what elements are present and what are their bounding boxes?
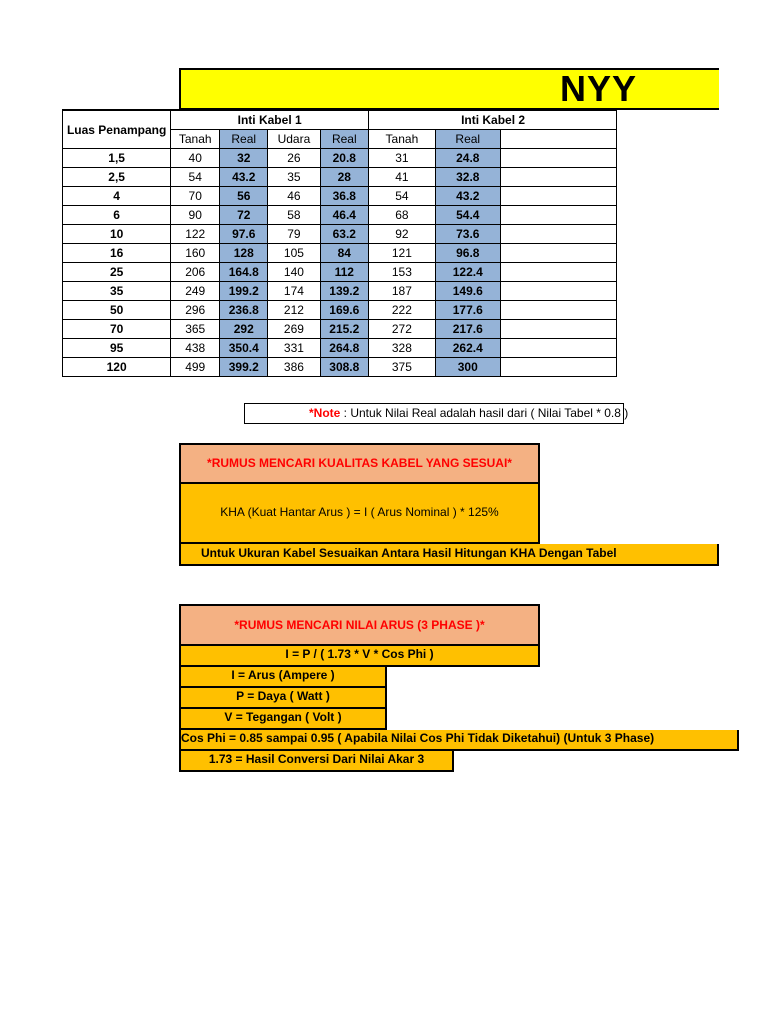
cell-real: 46.4: [320, 206, 369, 225]
group-header-inti-kabel-2: Inti Kabel 2: [369, 110, 617, 130]
cell-value: 153: [369, 263, 436, 282]
cell-luas-penampang: 25: [63, 263, 171, 282]
cell-value: 375: [369, 358, 436, 377]
note-text: : Untuk Nilai Real adalah hasil dari ( Nilai Tabel * 0.8 ): [340, 406, 629, 420]
cell-real: 292: [220, 320, 268, 339]
cell-real: 122.4: [435, 263, 500, 282]
cell-blank: [500, 206, 616, 225]
page-title: NYY: [560, 68, 638, 109]
kha-formula: KHA (Kuat Hantar Arus ) = I ( Arus Nominal ) * 125%: [179, 484, 540, 544]
cell-luas-penampang: 95: [63, 339, 171, 358]
table-row: [63, 320, 617, 339]
cell-real: 54.4: [435, 206, 500, 225]
cell-luas-penampang: 4: [63, 187, 171, 206]
cell-real: 264.8: [320, 339, 369, 358]
subheader-blank: [500, 130, 616, 149]
table-row: [63, 168, 617, 187]
cell-real: 128: [220, 244, 268, 263]
cell-real: 112: [320, 263, 369, 282]
table-row: [63, 282, 617, 301]
cell-value: 35: [268, 168, 320, 187]
cell-real: 63.2: [320, 225, 369, 244]
cell-luas-penampang: 50: [63, 301, 171, 320]
cell-value: 58: [268, 206, 320, 225]
cell-real: 139.2: [320, 282, 369, 301]
cell-value: 122: [171, 225, 220, 244]
cell-real: 36.8: [320, 187, 369, 206]
subheader-real: Real: [320, 130, 369, 149]
cell-blank: [500, 358, 616, 377]
cell-real: 32.8: [435, 168, 500, 187]
cell-real: 43.2: [435, 187, 500, 206]
cell-blank: [500, 301, 616, 320]
title-banner: [179, 68, 719, 110]
cell-real: 32: [220, 149, 268, 168]
cell-value: 187: [369, 282, 436, 301]
legend-tegangan: V = Tegangan ( Volt ): [179, 709, 387, 730]
table-row: [63, 301, 617, 320]
legend-cos-phi: Cos Phi = 0.85 sampai 0.95 ( Apabila Nilai Cos Phi Tidak Diketahui) (Untuk 3 Phase): [179, 730, 739, 751]
cell-luas-penampang: 10: [63, 225, 171, 244]
table-body: [63, 149, 617, 377]
cell-value: 328: [369, 339, 436, 358]
cell-luas-penampang: 16: [63, 244, 171, 263]
cell-value: 40: [171, 149, 220, 168]
nilai-arus-title-text: *RUMUS MENCARI NILAI ARUS (3 PHASE )*: [234, 618, 485, 632]
cell-value: 272: [369, 320, 436, 339]
table-row: [63, 187, 617, 206]
cell-value: 26: [268, 149, 320, 168]
cell-real: 215.2: [320, 320, 369, 339]
cell-value: 70: [171, 187, 220, 206]
cell-luas-penampang: 6: [63, 206, 171, 225]
cell-real: 300: [435, 358, 500, 377]
cell-value: 68: [369, 206, 436, 225]
cell-value: 499: [171, 358, 220, 377]
cell-value: 160: [171, 244, 220, 263]
table-row: [63, 339, 617, 358]
arus-formula: I = P / ( 1.73 * V * Cos Phi ): [179, 646, 540, 667]
cell-value: 121: [369, 244, 436, 263]
subheader-real: Real: [220, 130, 268, 149]
cell-value: 54: [369, 187, 436, 206]
cell-value: 365: [171, 320, 220, 339]
cell-luas-penampang: 2,5: [63, 168, 171, 187]
cell-real: 199.2: [220, 282, 268, 301]
cell-real: 236.8: [220, 301, 268, 320]
kha-footer-note: Untuk Ukuran Kabel Sesuaikan Antara Hasil Hitungan KHA Dengan Tabel: [179, 544, 719, 566]
cell-luas-penampang: 35: [63, 282, 171, 301]
cell-value: 438: [171, 339, 220, 358]
cell-real: 350.4: [220, 339, 268, 358]
cell-value: 212: [268, 301, 320, 320]
cell-real: 96.8: [435, 244, 500, 263]
cell-blank: [500, 282, 616, 301]
table-row: [63, 225, 617, 244]
cell-real: 399.2: [220, 358, 268, 377]
note-label: *Note: [309, 406, 341, 420]
cell-real: 24.8: [435, 149, 500, 168]
cell-real: 262.4: [435, 339, 500, 358]
cell-value: 41: [369, 168, 436, 187]
cell-blank: [500, 168, 616, 187]
cell-blank: [500, 225, 616, 244]
cell-real: 84: [320, 244, 369, 263]
cell-real: 20.8: [320, 149, 369, 168]
cell-value: 46: [268, 187, 320, 206]
cell-real: 73.6: [435, 225, 500, 244]
cell-value: 386: [268, 358, 320, 377]
cell-value: 140: [268, 263, 320, 282]
legend-arus: I = Arus (Ampere ): [179, 667, 387, 688]
table-row: [63, 244, 617, 263]
cell-luas-penampang: 70: [63, 320, 171, 339]
subheader-udara: Udara: [268, 130, 320, 149]
cell-real: 308.8: [320, 358, 369, 377]
cell-value: 222: [369, 301, 436, 320]
cell-real: 43.2: [220, 168, 268, 187]
cell-blank: [500, 263, 616, 282]
group-header-inti-kabel-1: Inti Kabel 1: [171, 110, 369, 130]
table-row: [63, 358, 617, 377]
cell-luas-penampang: 120: [63, 358, 171, 377]
cell-real: 28: [320, 168, 369, 187]
cell-real: 217.6: [435, 320, 500, 339]
subheader-real: Real: [435, 130, 500, 149]
cell-real: 97.6: [220, 225, 268, 244]
cell-value: 206: [171, 263, 220, 282]
cell-blank: [500, 339, 616, 358]
cell-value: 90: [171, 206, 220, 225]
legend-daya: P = Daya ( Watt ): [179, 688, 387, 709]
cell-value: 105: [268, 244, 320, 263]
table-row: [63, 206, 617, 225]
cell-value: 54: [171, 168, 220, 187]
cell-luas-penampang: 1,5: [63, 149, 171, 168]
cell-blank: [500, 149, 616, 168]
cell-value: 331: [268, 339, 320, 358]
cell-blank: [500, 244, 616, 263]
legend-akar-3: 1.73 = Hasil Conversi Dari Nilai Akar 3: [179, 751, 454, 772]
cell-real: 169.6: [320, 301, 369, 320]
cell-value: 296: [171, 301, 220, 320]
subheader-tanah: Tanah: [369, 130, 436, 149]
cell-value: 269: [268, 320, 320, 339]
cell-value: 249: [171, 282, 220, 301]
kualitas-kabel-title-text: *RUMUS MENCARI KUALITAS KABEL YANG SESUAI*: [207, 456, 512, 470]
cell-blank: [500, 187, 616, 206]
cable-ampacity-table: [62, 109, 617, 377]
table-row: [63, 263, 617, 282]
kualitas-kabel-title: [179, 443, 540, 484]
cell-real: 149.6: [435, 282, 500, 301]
subheader-tanah: Tanah: [171, 130, 220, 149]
cell-blank: [500, 320, 616, 339]
cell-value: 92: [369, 225, 436, 244]
luas-penampang-header: Luas Penampang: [63, 110, 171, 149]
cell-value: 31: [369, 149, 436, 168]
cell-real: 56: [220, 187, 268, 206]
cell-real: 177.6: [435, 301, 500, 320]
cell-value: 174: [268, 282, 320, 301]
cell-real: 72: [220, 206, 268, 225]
table-row: [63, 149, 617, 168]
cell-value: 79: [268, 225, 320, 244]
nilai-arus-title: [179, 604, 540, 646]
note-box: [244, 403, 629, 424]
cell-real: 164.8: [220, 263, 268, 282]
